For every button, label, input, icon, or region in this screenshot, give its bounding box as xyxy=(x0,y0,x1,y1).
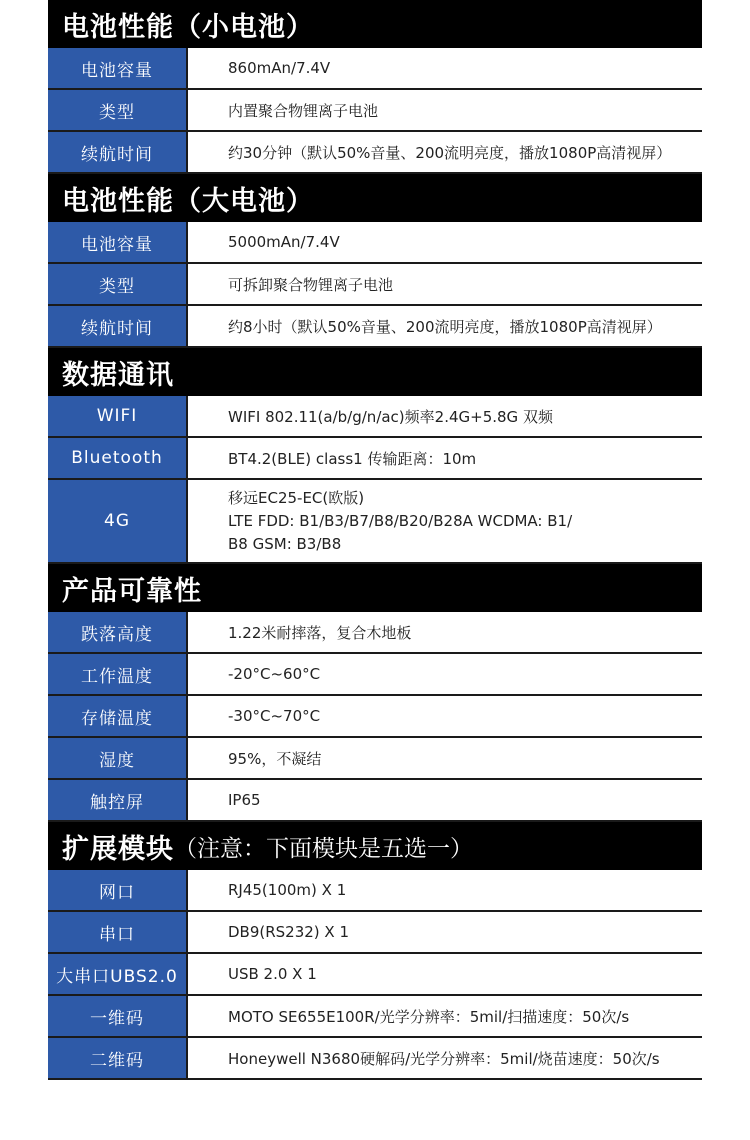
spec-row-4g xyxy=(48,480,702,564)
spec-row-bluetooth xyxy=(48,438,702,480)
section-title: 电池性能 xyxy=(62,11,174,43)
spec-row-humidity xyxy=(48,738,702,780)
row-label: 类型 xyxy=(48,264,188,304)
section-subtitle: （小电池） xyxy=(174,11,314,43)
row-value: 内置聚合物锂离子电池 xyxy=(228,101,379,120)
section-title: 数据通讯 xyxy=(62,359,174,391)
row-label: 类型 xyxy=(48,90,188,130)
row-value-line: 移远EC25-EC(欧版) xyxy=(228,488,365,507)
spec-row-runtime xyxy=(48,132,702,174)
section-header-battery-small xyxy=(48,0,702,48)
row-value: -20°C~60°C xyxy=(228,665,321,683)
row-label: 续航时间 xyxy=(48,306,188,346)
spec-row-operating-temp xyxy=(48,654,702,696)
row-label: 大串口UBS2.0 xyxy=(48,954,188,994)
row-label: 湿度 xyxy=(48,738,188,778)
spec-row-storage-temp xyxy=(48,696,702,738)
section-title: 电池性能 xyxy=(62,185,174,217)
section-header-battery-large xyxy=(48,174,702,222)
section-header-expansion xyxy=(48,822,702,870)
spec-row-ethernet xyxy=(48,870,702,912)
row-value-line: B8 GSM: B3/B8 xyxy=(228,534,342,553)
row-value xyxy=(188,480,702,562)
row-value: 约8小时（默认50%音量、200流明亮度，播放1080P高清视屏） xyxy=(228,317,662,336)
row-value: RJ45(100m) X 1 xyxy=(228,881,347,899)
spec-row-capacity xyxy=(48,48,702,90)
row-label: 存储温度 xyxy=(48,696,188,736)
row-label: 4G xyxy=(48,480,188,562)
row-label: 网口 xyxy=(48,870,188,910)
row-value: 可拆卸聚合物锂离子电池 xyxy=(228,275,394,294)
row-value: USB 2.0 X 1 xyxy=(228,965,317,983)
spec-row-type xyxy=(48,90,702,132)
row-label: 触控屏 xyxy=(48,780,188,820)
spec-row-wifi xyxy=(48,396,702,438)
row-value: WIFI 802.11(a/b/g/n/ac)频率2.4G+5.8G 双频 xyxy=(228,407,553,426)
row-value: 约30分钟（默认50%音量、200流明亮度，播放1080P高清视屏） xyxy=(228,143,672,162)
row-label: 跌落高度 xyxy=(48,612,188,652)
row-label: 一维码 xyxy=(48,996,188,1036)
row-value: Honeywell N3680硬解码/光学分辨率：5mil/烧苗速度：50次/s xyxy=(228,1049,660,1068)
row-value: DB9(RS232) X 1 xyxy=(228,923,350,941)
row-value: 95%，不凝结 xyxy=(228,749,322,768)
row-label: Bluetooth xyxy=(48,438,188,478)
row-label: 电池容量 xyxy=(48,222,188,262)
section-title: 扩展模块 xyxy=(62,833,174,865)
spec-row-capacity xyxy=(48,222,702,264)
section-note: （注意：下面模块是五选一） xyxy=(174,835,473,862)
row-label: 二维码 xyxy=(48,1038,188,1078)
row-value: IP65 xyxy=(228,791,261,809)
row-label: 工作温度 xyxy=(48,654,188,694)
row-value: 5000mAn/7.4V xyxy=(228,233,340,251)
spec-row-1d-barcode xyxy=(48,996,702,1038)
spec-row-usb xyxy=(48,954,702,996)
row-value: 860mAn/7.4V xyxy=(228,59,331,77)
row-value: BT4.2(BLE) class1 传输距离：10m xyxy=(228,449,477,468)
spec-row-touchscreen xyxy=(48,780,702,822)
row-label: WIFI xyxy=(48,396,188,436)
section-subtitle: （大电池） xyxy=(174,185,314,217)
spec-row-serial xyxy=(48,912,702,954)
row-label: 续航时间 xyxy=(48,132,188,172)
spec-sheet xyxy=(48,0,702,1080)
section-header-data-comm xyxy=(48,348,702,396)
section-title: 产品可靠性 xyxy=(62,575,202,607)
row-label: 电池容量 xyxy=(48,48,188,88)
section-header-reliability xyxy=(48,564,702,612)
spec-row-type xyxy=(48,264,702,306)
row-value-line: LTE FDD: B1/B3/B7/B8/B20/B28A WCDMA: B1/ xyxy=(228,511,573,530)
row-value: MOTO SE655E100R/光学分辨率：5mil/扫描速度：50次/s xyxy=(228,1007,630,1026)
row-label: 串口 xyxy=(48,912,188,952)
spec-row-runtime xyxy=(48,306,702,348)
row-value: -30°C~70°C xyxy=(228,707,321,725)
spec-row-2d-barcode xyxy=(48,1038,702,1080)
row-value: 1.22米耐摔落，复合木地板 xyxy=(228,623,412,642)
spec-row-drop-height xyxy=(48,612,702,654)
